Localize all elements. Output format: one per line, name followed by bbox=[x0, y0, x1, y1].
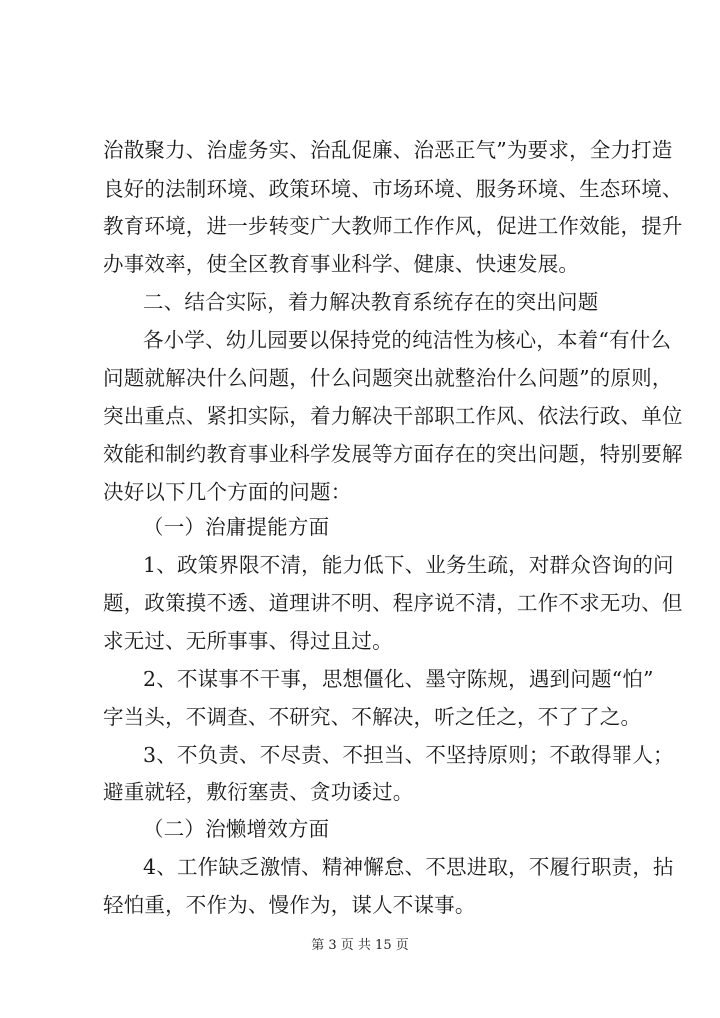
text-line: 效能和制约教育事业科学发展等方面存在的突出问题，特别要解 bbox=[103, 442, 683, 466]
section-heading: 二、结合实际，着力解决教育系统存在的突出问题 bbox=[143, 290, 599, 314]
text-line: 2、不谋事不干事，思想僵化、墨守陈规，遇到问题“怕” bbox=[143, 667, 654, 691]
text-line: 教育环境，进一步转变广大教师工作作风，促进工作效能，提升 bbox=[103, 214, 683, 238]
text-line: 题，政策摸不透、道理讲不明、程序说不清，工作不求无功、但 bbox=[103, 591, 683, 615]
text-line: 避重就轻，敷衍塞责、贪功诿过。 bbox=[103, 780, 414, 804]
text-line: 求无过、无所事事、得过且过。 bbox=[103, 629, 393, 653]
text-line: 1、政策界限不清，能力低下、业务生疏，对群众咨询的问 bbox=[143, 553, 674, 577]
text-line: 办事效率，使全区教育事业科学、健康、快速发展。 bbox=[103, 252, 580, 276]
text-line: 字当头，不调查、不研究、不解决，听之任之，不了了之。 bbox=[103, 705, 642, 729]
text-line: 突出重点、紧扣实际，着力解决干部职工作风、依法行政、单位 bbox=[103, 404, 683, 428]
subsection-heading: （一）治庸提能方面 bbox=[143, 515, 330, 539]
page-number: 第 3 页 共 15 页 bbox=[311, 938, 409, 953]
text-line: 3、不负责、不尽责、不担当、不坚持原则；不敢得罪人； bbox=[143, 743, 674, 767]
text-line: 决好以下几个方面的问题： bbox=[103, 480, 352, 504]
text-line: 轻怕重，不作为、慢作为，谋人不谋事。 bbox=[103, 893, 476, 917]
text-line: 4、工作缺乏激情、精神懈怠、不思进取，不履行职责，拈 bbox=[143, 855, 674, 879]
subsection-heading: （二）治懒增效方面 bbox=[143, 817, 330, 841]
text-line: 各小学、幼儿园要以保持党的纯洁性为核心，本着“有什么 bbox=[143, 328, 672, 352]
text-line: 问题就解决什么问题，什么问题突出就整治什么问题”的原则， bbox=[103, 366, 673, 390]
text-line: 良好的法制环境、政策环境、市场环境、服务环境、生态环境、 bbox=[103, 177, 683, 201]
text-line: 治散聚力、治虚务实、治乱促廉、治恶正气”为要求，全力打造 bbox=[103, 138, 673, 162]
